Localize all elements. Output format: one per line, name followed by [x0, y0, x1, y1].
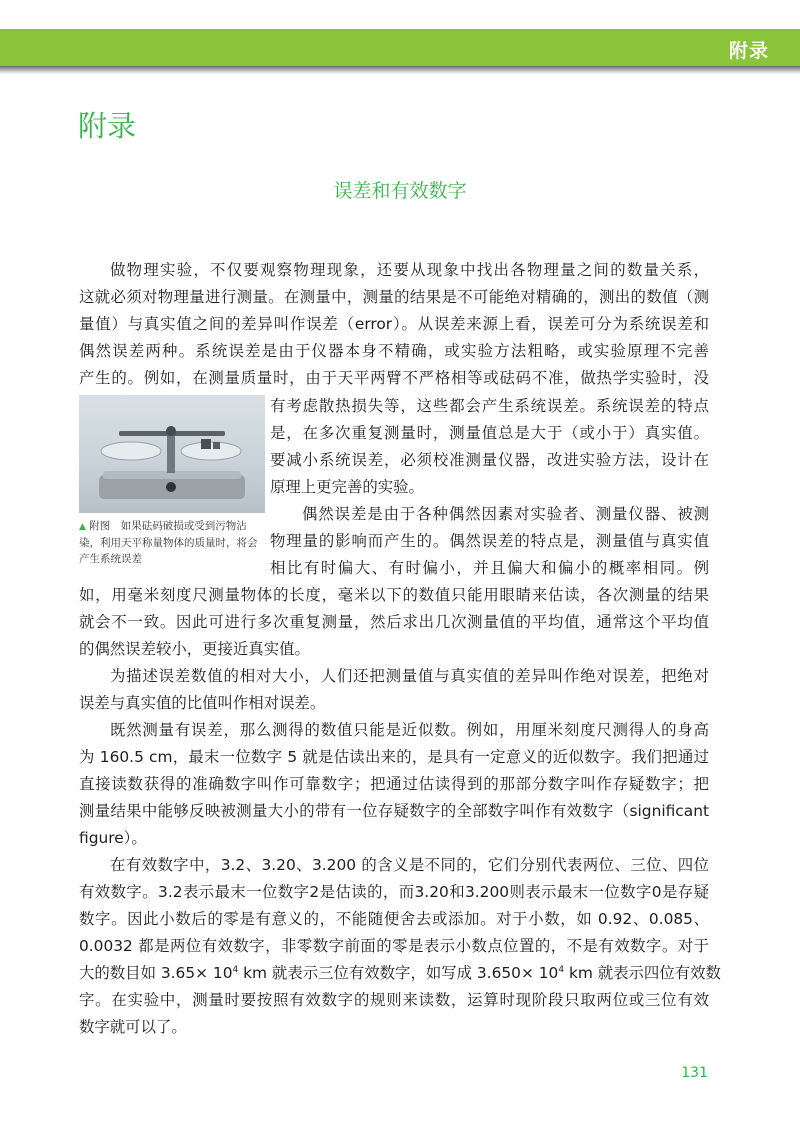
text-line: 误差与真实值的比值叫作相对误差。 — [79, 694, 326, 712]
text-line: 这就必须对物理量进行测量。在测量中，测量的结果是不可能绝对精确的，测出的数值（测 — [79, 288, 709, 306]
text-line: 是，在多次重复测量时，测量值总是大于（或小于）真实值。 — [270, 424, 709, 442]
text-line: 在有效数字中，3.2、3.20、3.200 的含义是不同的，它们分别代表两位、三位、四位 — [110, 856, 709, 874]
text-line: 要减小系统误差，必须校准测量仪器，改进实验方法，设计在 — [270, 451, 709, 469]
text-segment: 大的数目如 3.65× 10 — [79, 964, 233, 982]
text-line: 产生的。例如，在测量质量时，由于天平两臂不严格相等或砝码不准，做热学实验时，没 — [79, 369, 709, 387]
header-shadow — [0, 66, 800, 74]
appendix-title: 附录 — [78, 109, 137, 143]
triangle-marker-icon: ▲ — [79, 522, 86, 532]
exponent: 4 — [558, 965, 565, 975]
header-bar — [0, 29, 800, 66]
text-line: 物理量的影响而产生的。偶然误差的特点是，测量值与真实值 — [270, 532, 709, 550]
text-line: 有效数字。3.2表示最末一位数字2是估读的，而3.20和3.200则表示最末一位数字0是存疑 — [79, 883, 709, 901]
text-line: figure）。 — [79, 829, 147, 847]
text-line: 为描述误差数值的相对大小，人们还把测量值与真实值的差异叫作绝对误差，把绝对 — [110, 667, 709, 685]
text-line: 的偶然误差较小，更接近真实值。 — [79, 640, 310, 658]
text-segment: km 就表示四位有效数 — [564, 964, 721, 982]
text-line: 就会不一致。因此可进行多次重复测量，然后求出几次测量值的平均值，通常这个平均值 — [79, 613, 709, 631]
caption-text: 附图 如果砝码破损或受到污物沾染，利用天平称量物体的质量时，将会产生系统误差 — [79, 520, 258, 565]
text-line: 偶然误差是由于各种偶然因素对实验者、测量仪器、被测 — [302, 505, 709, 523]
text-line: 数字。因此小数后的零是有意义的，不能随便舍去或添加。对于小数，如 0.92、0.085、 — [79, 910, 709, 928]
text-line: 0.0032 都是两位有效数字，非零数字前面的零是表示小数点位置的，不是有效数字。对于 — [79, 937, 709, 955]
section-title: 误差和有效数字 — [333, 180, 467, 202]
text-line: 有考虑散热损失等，这些都会产生系统误差。系统误差的特点 — [270, 397, 709, 415]
text-line: 量值）与真实值之间的差异叫作误差（error）。从误差来源上看，误差可分为系统误差和 — [79, 315, 709, 333]
text-line: 测量结果中能够反映被测量大小的带有一位存疑数字的全部数字叫作有效数字（significant — [79, 802, 709, 820]
balance-scale-photo — [79, 395, 265, 513]
text-line: 为 160.5 cm，最末一位数字 5 就是估读出来的，是具有一定意义的近似数字。我们把通过 — [79, 748, 709, 766]
text-line: 相比有时偏大、有时偏小，并且偏大和偏小的概率相同。例 — [270, 559, 709, 577]
text-line: 偶然误差两种。系统误差是由于仪器本身不精确，或实验方法粗略，或实验原理不完善 — [79, 342, 709, 360]
page-number: 131 — [681, 1065, 708, 1081]
text-line-with-exponents — [79, 962, 721, 984]
text-line: 做物理实验，不仅要观察物理现象，还要从现象中找出各物理量之间的数量关系， — [110, 261, 709, 279]
text-line: 既然测量有误差，那么测得的数值只能是近似数。例如，用厘米刻度尺测得人的身高 — [110, 721, 709, 739]
text-line: 直接读数获得的准确数字叫作可靠数字；把通过估读得到的那部分数字叫作存疑数字；把 — [79, 775, 709, 793]
figure-caption — [79, 518, 265, 567]
header-tag: 附录 — [728, 40, 769, 62]
text-line: 如，用毫米刻度尺测量物体的长度，毫米以下的数值只能用眼睛来估读，各次测量的结果 — [79, 586, 709, 604]
text-line: 原理上更完善的实验。 — [270, 478, 424, 496]
text-line: 字。在实验中，测量时要按照有效数字的规则来读数，运算时现阶段只取两位或三位有效 — [79, 991, 709, 1009]
balance-scale-icon — [79, 395, 265, 513]
text-line: 数字就可以了。 — [79, 1018, 187, 1036]
text-segment: km 就表示三位有效数字，如写成 3.650× 10 — [238, 964, 559, 982]
exponent: 4 — [232, 965, 239, 975]
